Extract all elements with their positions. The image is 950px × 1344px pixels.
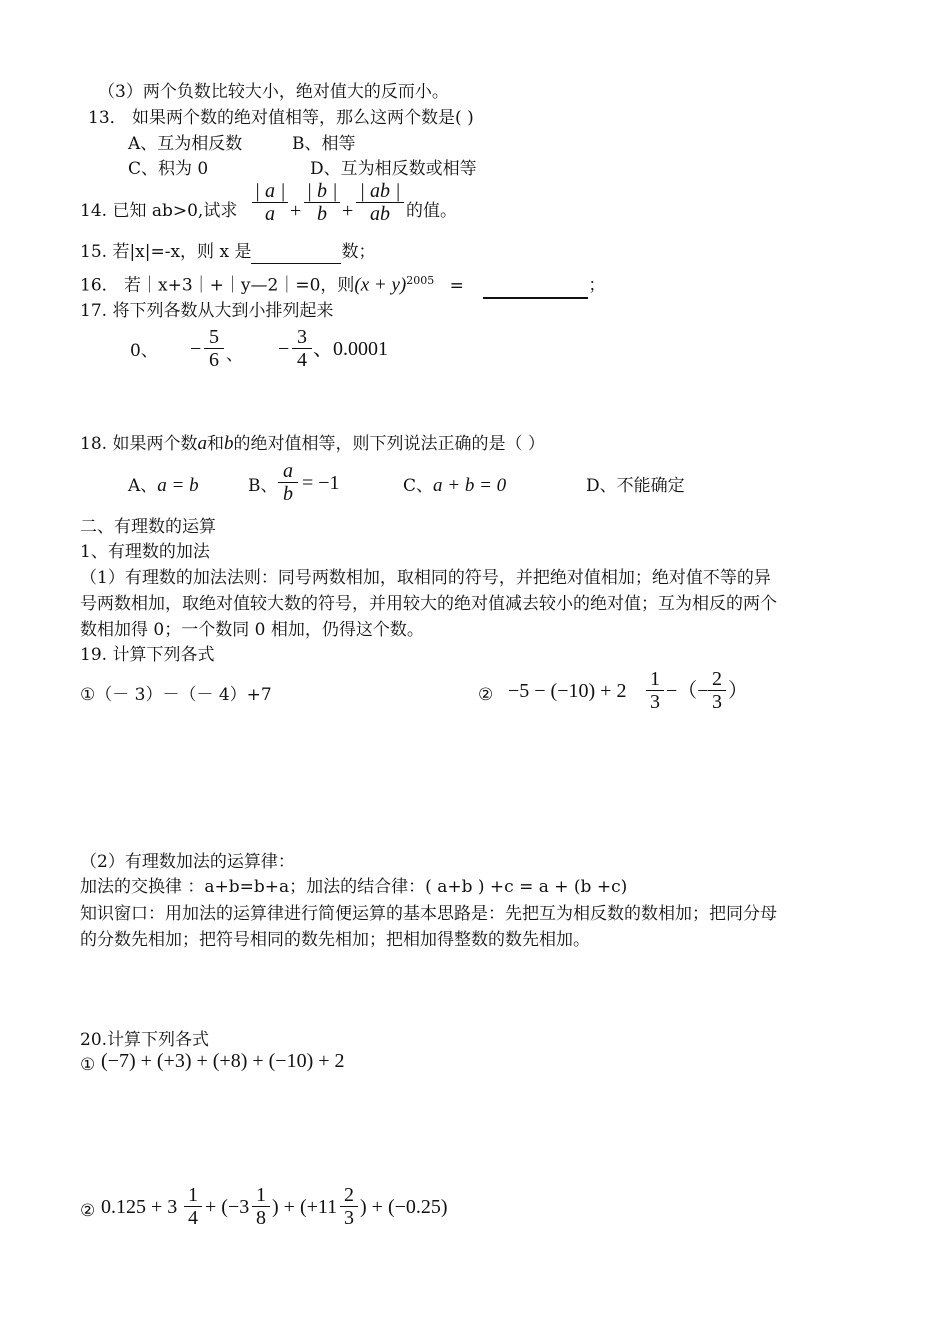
q17-separator-1: 、 bbox=[226, 345, 243, 365]
q15-answer-blank[interactable] bbox=[251, 241, 341, 264]
q20-part-1-expression: (−7) + (+3) + (+8) + (−10) + 2 bbox=[101, 1050, 345, 1072]
q14-f1-numerator: | a | bbox=[252, 180, 288, 203]
q14-f2-denominator: b bbox=[317, 203, 327, 225]
addition-rule-line-3: 数相加得 0；一个数同 0 相加，仍得这个数。 bbox=[80, 620, 424, 640]
q14-fraction-2 bbox=[304, 180, 340, 225]
q19-part-2-expr-b: −（− bbox=[666, 680, 709, 702]
q18-option-c bbox=[403, 475, 506, 497]
q20-f3-denominator: 3 bbox=[344, 1207, 354, 1229]
q18-b-rest: = −1 bbox=[302, 472, 340, 494]
q14-plus-1: + bbox=[290, 200, 302, 222]
q20-part-2-expr-a: 0.125 + 3 bbox=[101, 1196, 178, 1218]
q16-line bbox=[80, 270, 605, 299]
knowledge-tip-line-2: 的分数先相加；把符号相同的数先相加；把相加得整数的数先相加。 bbox=[80, 930, 590, 950]
q17-f1-denominator: 6 bbox=[209, 349, 219, 371]
q20-f2-denominator: 8 bbox=[256, 1207, 266, 1229]
q19-part-2-expr-a: −5 − (−10) + 2 bbox=[508, 680, 627, 702]
q20-part-2-fraction-3 bbox=[340, 1184, 358, 1229]
q20-f1-denominator: 4 bbox=[188, 1207, 198, 1229]
q18-b-numerator: a bbox=[278, 460, 298, 483]
q20-part-2-expr-c: ) + (+11 bbox=[272, 1196, 338, 1218]
q20-part-1-mark: ① bbox=[80, 1055, 96, 1075]
q13-option-d: D、互为相反数或相等 bbox=[310, 159, 477, 179]
q20-part-2-fraction-2 bbox=[252, 1184, 270, 1229]
q17-zero: 0、 bbox=[130, 341, 158, 361]
q18-a-expression: a = b bbox=[157, 475, 199, 496]
q18-option-d: D、不能确定 bbox=[586, 476, 685, 496]
q18-stem-a: 18. 如果两个数 bbox=[80, 434, 198, 454]
q19-part-1: ①（－ 3）－（－ 4）+7 bbox=[80, 685, 272, 705]
q14-f3-numerator: | ab | bbox=[356, 180, 404, 203]
q16-lead: 16． 若｜x+3｜+｜y—2｜=0，则 bbox=[80, 275, 355, 296]
q20-part-2-expr-d: ) + (−0.25) bbox=[360, 1196, 448, 1218]
q15-lead: 15. 若|x|=-x，则 x 是 bbox=[80, 242, 252, 262]
q18-c-expression: a + b = 0 bbox=[433, 475, 507, 496]
q20-part-2-expr-b: + (−3 bbox=[205, 1196, 250, 1218]
q20-f1-numerator: 1 bbox=[184, 1184, 202, 1207]
q18-stem-c: 的绝对值相等，则下列说法正确的是（ ） bbox=[233, 434, 545, 454]
q18-b-fraction bbox=[278, 460, 298, 505]
q18-var-a: a bbox=[197, 433, 207, 454]
q15-tail: 数； bbox=[341, 242, 376, 262]
q20-part-2-fraction-1 bbox=[184, 1184, 202, 1229]
q18-c-label: C、 bbox=[403, 476, 434, 496]
q18-b-label: B、 bbox=[248, 476, 278, 496]
q16-tail: ； bbox=[588, 275, 606, 296]
q19-f2-numerator: 2 bbox=[708, 668, 726, 691]
q15-line bbox=[80, 241, 375, 264]
q13-stem: 13． 如果两个数的绝对值相等，那么这两个数是( ) bbox=[88, 108, 474, 128]
q19-part-2-mark: ② bbox=[478, 685, 494, 705]
q17-stem: 17. 将下列各数从大到小排列起来 bbox=[80, 301, 334, 321]
q18-option-a bbox=[128, 475, 199, 497]
subsection-1-heading: 1、有理数的加法 bbox=[80, 542, 210, 562]
q18-stem-b: 和 bbox=[206, 434, 224, 454]
q14-fraction-1 bbox=[252, 180, 288, 225]
q14-fraction-3 bbox=[356, 180, 404, 225]
q19-f2-denominator: 3 bbox=[712, 691, 722, 713]
section-2-heading: 二、有理数的运算 bbox=[80, 517, 216, 537]
q16-equals: = bbox=[449, 275, 464, 296]
q20-stem: 20.计算下列各式 bbox=[80, 1030, 210, 1050]
q19-stem: 19. 计算下列各式 bbox=[80, 645, 215, 665]
q19-part-2-fraction-1 bbox=[646, 668, 664, 713]
q13-option-b: B、相等 bbox=[292, 134, 356, 154]
addition-rule-line-1: （1）有理数的加法法则：同号两数相加，取相同的符号，并把绝对值相加；绝对值不等的异 bbox=[80, 568, 771, 588]
q17-minus-1: − bbox=[190, 338, 202, 360]
addition-rule-line-2: 号两数相加，取绝对值较大数的符号，并用较大的绝对值减去较小的绝对值；互为相反的两个 bbox=[80, 594, 777, 614]
q19-f1-numerator: 1 bbox=[646, 668, 664, 691]
q19-part-2-expr-c: ） bbox=[728, 680, 748, 702]
q18-b-denominator: b bbox=[283, 483, 293, 505]
q17-fraction-1 bbox=[204, 326, 224, 371]
q17-fraction-2 bbox=[292, 326, 312, 371]
q13-option-c: C、积为 0 bbox=[128, 159, 209, 179]
q14-plus-2: + bbox=[342, 200, 354, 222]
q19-f1-denominator: 3 bbox=[650, 691, 660, 713]
q16-exponent: 2005 bbox=[406, 274, 435, 287]
q14-lead: 14. 已知 ab>0,试求 bbox=[80, 201, 238, 221]
q17-f2-numerator: 3 bbox=[292, 326, 312, 349]
top-note: （3）两个负数比较大小，绝对值大的反而小。 bbox=[98, 82, 449, 102]
q14-f3-denominator: ab bbox=[370, 203, 390, 225]
knowledge-tip-line-1: 知识窗口：用加法的运算律进行简便运算的基本思路是：先把互为相反数的数相加；把同分母 bbox=[80, 904, 777, 924]
q17-f2-denominator: 4 bbox=[297, 349, 307, 371]
q16-expression: (x + y) bbox=[354, 274, 407, 296]
q18-stem bbox=[80, 433, 545, 455]
q17-minus-2: − bbox=[278, 338, 290, 360]
q14-tail: 的值。 bbox=[406, 201, 457, 221]
q19-part-2-fraction-2 bbox=[708, 668, 726, 713]
addition-laws: 加法的交换律 ：a+b=b+a；加法的结合律：( a+b ) +c = a + (b +c) bbox=[80, 877, 628, 897]
q14-f2-numerator: | b | bbox=[304, 180, 340, 203]
addition-laws-title: （2）有理数加法的运算律： bbox=[80, 852, 295, 872]
q17-f1-numerator: 5 bbox=[204, 326, 224, 349]
q20-f3-numerator: 2 bbox=[340, 1184, 358, 1207]
q14-f1-denominator: a bbox=[265, 203, 275, 225]
q20-part-2-mark: ② bbox=[80, 1201, 96, 1221]
q20-f2-numerator: 1 bbox=[252, 1184, 270, 1207]
q18-a-label: A、 bbox=[128, 476, 158, 496]
q13-option-a: A、互为相反数 bbox=[128, 134, 243, 154]
q16-answer-blank[interactable] bbox=[483, 275, 588, 299]
q18-var-b: b bbox=[223, 433, 234, 454]
q17-last: 、0.0001 bbox=[313, 338, 388, 360]
